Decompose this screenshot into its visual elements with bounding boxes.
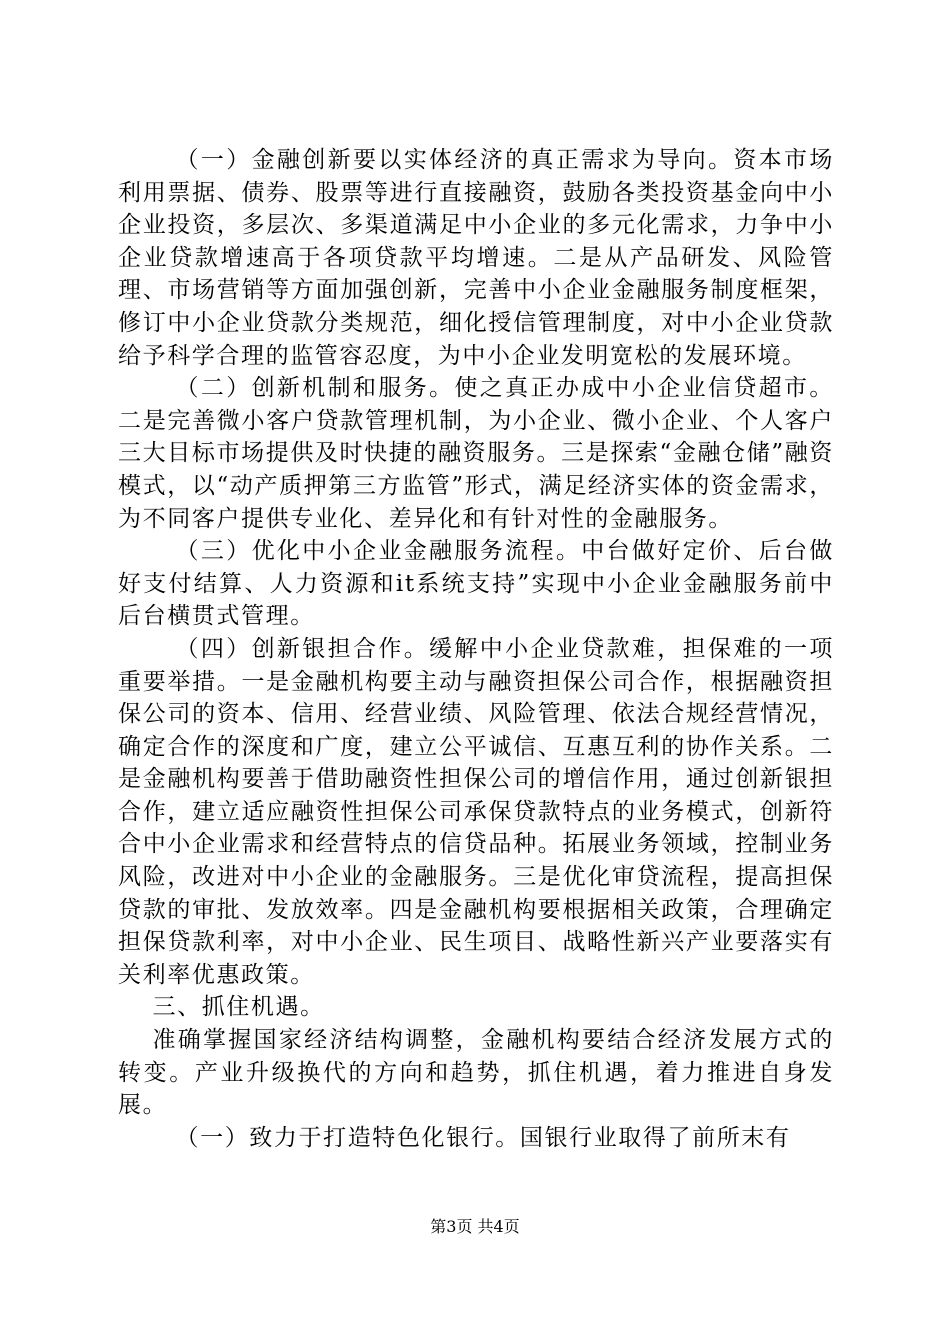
paragraph-section-3: （三）优化中小企业金融服务流程。中台做好定价、后台做好支付结算、人力资源和it系统支持”实现中小企业金融服务前中后台横贯式管理。 xyxy=(118,538,834,630)
page-number-footer: 第3页 共4页 xyxy=(430,1217,520,1236)
paragraph-section-4: （四）创新银担合作。缓解中小企业贷款难，担保难的一项重要举措。一是金融机构要主动与融资担保公司合作，根据融资担保公司的资本、信用、经营业绩、风险管理、依法合规经营情况，确定合作的深度和广度，建立公平诚信、互惠互利的协作关系。二是金融机构要善于借助融资性担保公司的增信作用，通过创新银担合作，建立适应融资性担保公司承保贷款特点的业务模式，创新符合中小企业需求和经营特点的信贷品种。拓展业务领域，控制业务风险，改进对中小企业的金融服务。三是优化审贷流程，提高担保贷款的审批、发放效率。四是金融机构要根据相关政策，合理确定担保贷款利率，对中小企业、民生项目、战略性新兴产业要落实有关利率优惠政策。 xyxy=(118,635,834,988)
paragraph-section-1: （一）金融创新要以实体经济的真正需求为导向。资本市场利用票据、债券、股票等进行直接融资，鼓励各类投资基金向中小企业投资，多层次、多渠道满足中小企业的多元化需求，力争中小企业贷款增速高于各项贷款平均增速。二是从产品研发、风险管理、市场营销等方面加强创新，完善中小企业金融服务制度框架，修订中小企业贷款分类规范，细化授信管理制度，对中小企业贷款给予科学合理的监管容忍度，为中小企业发明宽松的发展环境。 xyxy=(118,147,834,369)
document-body xyxy=(118,144,834,1154)
paragraph-section-2: （二）创新机制和服务。使之真正办成中小企业信贷超市。二是完善微小客户贷款管理机制，为小企业、微小企业、个人客户三大目标市场提供及时快捷的融资服务。三是探索“金融仓储”融资模式，以“动产质押第三方监管”形式，满足经济实体的资金需求，为不同客户提供专业化、差异化和有针对性的金融服务。 xyxy=(118,375,834,532)
paragraph-intro-three: 准确掌握国家经济结构调整，金融机构要结合经济发展方式的转变。产业升级换代的方向和趋势，抓住机遇，着力推进自身发展。 xyxy=(118,1027,834,1119)
section-heading-three: 三、抓住机遇。 xyxy=(152,994,325,1021)
paragraph-subsection-1: （一）致力于打造特色化银行。国银行业取得了前所末有 xyxy=(175,1124,791,1151)
